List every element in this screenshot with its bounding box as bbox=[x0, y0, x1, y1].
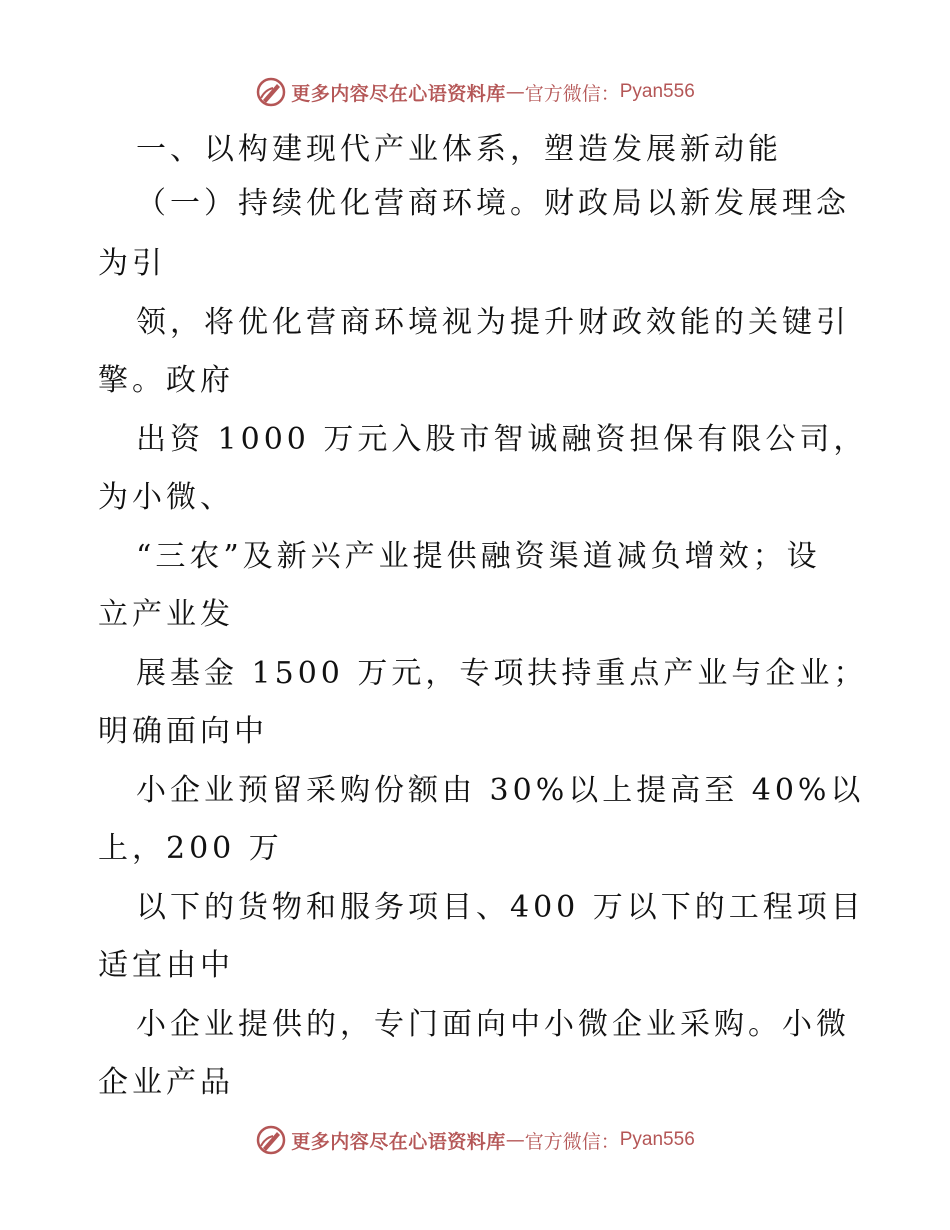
paragraph-line: 为小微、 bbox=[98, 480, 234, 515]
pen-logo-icon bbox=[255, 1124, 287, 1156]
banner-main-text: 更多内容尽在心语资料库 bbox=[291, 82, 506, 105]
banner-dash: — bbox=[505, 81, 525, 103]
heading-line: 一、以构建现代产业体系，塑造发展新动能 bbox=[136, 132, 782, 167]
paragraph-line: 以下的货物和服务项目、400 万以下的工程项目 bbox=[136, 890, 865, 925]
paragraph-line: 小企业提供的，专门面向中小微企业采购。小微 bbox=[136, 1007, 850, 1042]
paragraph-line: 小企业预留采购份额由 30%以上提高至 40%以 bbox=[136, 773, 865, 808]
paragraph-line: 出资 1000 万元入股市智诚融资担保有限公司， bbox=[136, 422, 868, 457]
banner-sub-text: 官方微信： bbox=[524, 1130, 620, 1153]
header-banner bbox=[0, 72, 950, 112]
paragraph-line: 展基金 1500 万元，专项扶持重点产业与企业； bbox=[136, 656, 868, 691]
paragraph-line: （一）持续优化营商环境。财政局以新发展理念 bbox=[136, 186, 850, 221]
paragraph-line: 领，将优化营商环境视为提升财政效能的关键引 bbox=[136, 305, 850, 340]
banner-main-text: 更多内容尽在心语资料库 bbox=[291, 1130, 506, 1153]
footer-banner bbox=[0, 1120, 950, 1160]
paragraph-line: 立产业发 bbox=[98, 597, 234, 632]
banner-wechat-id: Pyan556 bbox=[619, 1129, 695, 1150]
pen-logo-icon bbox=[255, 76, 287, 108]
paragraph-line: “三农”及新兴产业提供融资渠道减负增效；设 bbox=[136, 539, 821, 574]
banner-dash: — bbox=[505, 1129, 525, 1151]
banner-sub-text: 官方微信： bbox=[524, 82, 620, 105]
paragraph-line: 企业产品 bbox=[98, 1065, 234, 1100]
paragraph-line: 为引 bbox=[98, 246, 166, 281]
paragraph-line: 明确面向中 bbox=[98, 714, 268, 749]
paragraph-line: 擎。政府 bbox=[98, 363, 234, 398]
banner-wechat-id: Pyan556 bbox=[619, 81, 695, 102]
paragraph-line: 适宜由中 bbox=[98, 948, 234, 983]
paragraph-line: 上，200 万 bbox=[98, 831, 283, 866]
